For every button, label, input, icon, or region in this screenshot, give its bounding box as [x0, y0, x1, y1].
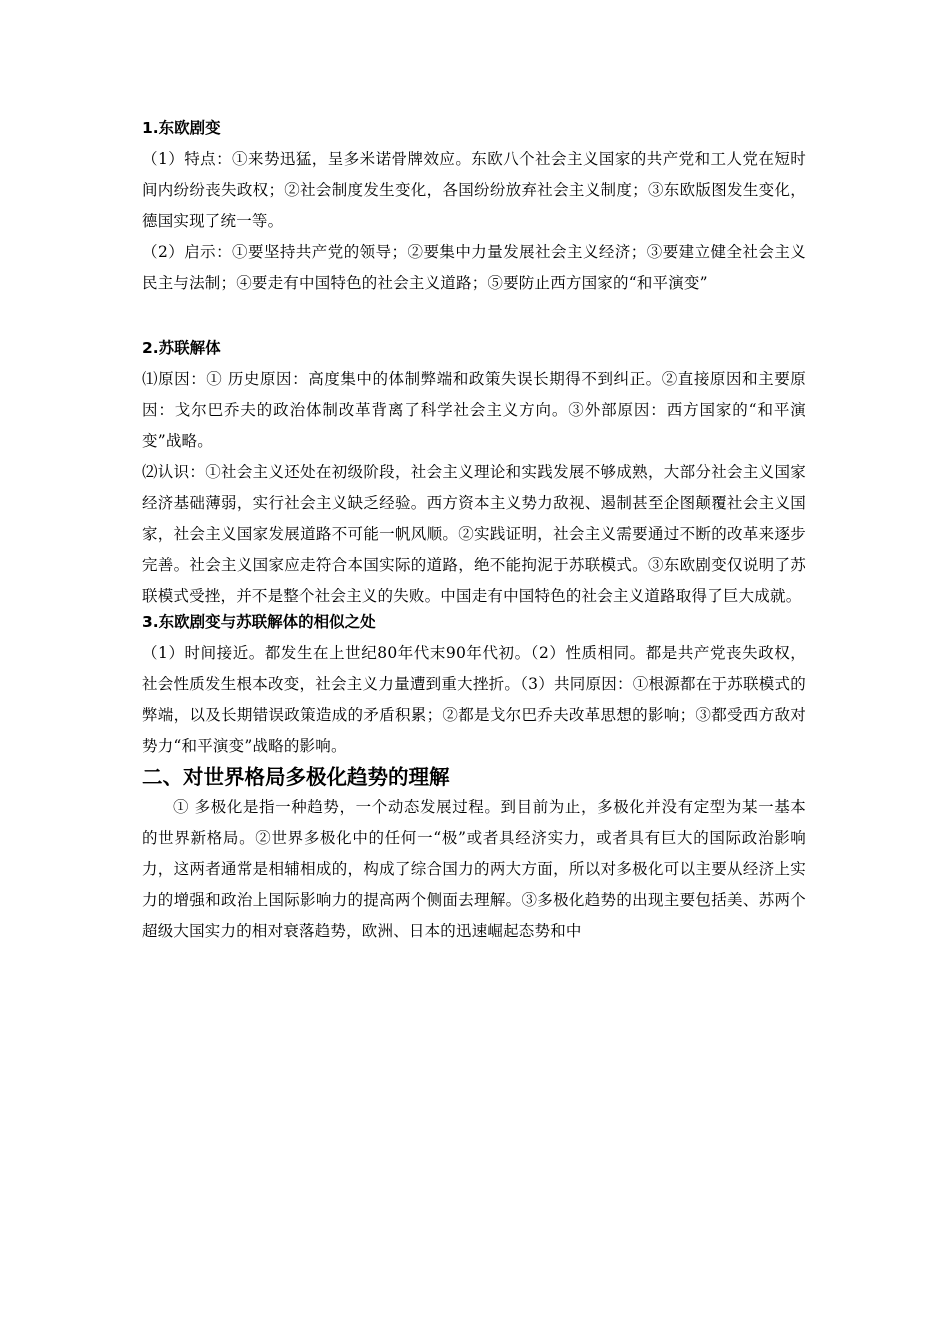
document-body: [142, 118, 806, 947]
paragraph-causes: ⑴原因：① 历史原因：高度集中的体制弊端和政策失误长期得不到纠正。②直接原因和主要原因：戈尔巴乔夫的政治体制改革背离了科学社会主义方向。③外部原因：西方国家的“和平演变”战略。: [142, 370, 806, 450]
spacer: [142, 299, 806, 338]
paragraph-similarities: （1）时间接近。都发生在上世纪80年代末90年代初。（2）性质相同。都是共产党丧失政权，社会性质发生根本改变，社会主义力量遭到重大挫折。（3）共同原因：①根源都在于苏联模式的弊端，以及长期错误政策造成的矛盾积累；②都是戈尔巴乔夫改革思想的影响；③都受西方敌对势力“和平演变”战略的影响。: [142, 644, 806, 755]
paragraph-characteristics: （1）特点：①来势迅猛，呈多米诺骨牌效应。东欧八个社会主义国家的共产党和工人党在短时间内纷纷丧失政权；②社会制度发生变化，各国纷纷放弃社会主义制度；③东欧版图发生变化，德国实现了统一等。: [142, 150, 806, 230]
paragraph-lessons: （2）启示：①要坚持共产党的领导；②要集中力量发展社会主义经济；③要建立健全社会主义民主与法制；④要走有中国特色的社会主义道路；⑤要防止西方国家的“和平演变”: [142, 243, 806, 292]
section-heading-eastern-europe: 1.东欧剧变: [142, 119, 221, 137]
paragraph-understanding: ⑵认识：①社会主义还处在初级阶段，社会主义理论和实践发展不够成熟，大部分社会主义国家经济基础薄弱，实行社会主义缺乏经验。西方资本主义势力敌视、遏制甚至企图颠覆社会主义国家，社会主义国家发展道路不可能一帆风顺。②实践证明，社会主义需要通过不断的改革来逐步完善。社会主义国家应走符合本国实际的道路，绝不能拘泥于苏联模式。③东欧剧变仅说明了苏联模式受挫，并不是整个社会主义的失败。中国走有中国特色的社会主义道路取得了巨大成就。: [142, 463, 806, 605]
section-heading-soviet-dissolution: 2.苏联解体: [142, 339, 221, 357]
section-heading-multipolarity: 二、对世界格局多极化趋势的理解: [142, 765, 450, 789]
section-heading-similarities: 3.东欧剧变与苏联解体的相似之处: [142, 613, 376, 631]
paragraph-multipolarity: ① 多极化是指一种趋势，一个动态发展过程。到目前为止，多极化并没有定型为某一基本的世界新格局。②世界多极化中的任何一“极”或者具经济实力，或者具有巨大的国际政治影响力，这两者通常是相辅相成的，构成了综合国力的两大方面，所以对多极化可以主要从经济上实力的增强和政治上国际影响力的提高两个侧面去理解。③多极化趋势的出现主要包括美、苏两个超级大国实力的相对衰落趋势，欧洲、日本的迅速崛起态势和中: [142, 798, 806, 940]
